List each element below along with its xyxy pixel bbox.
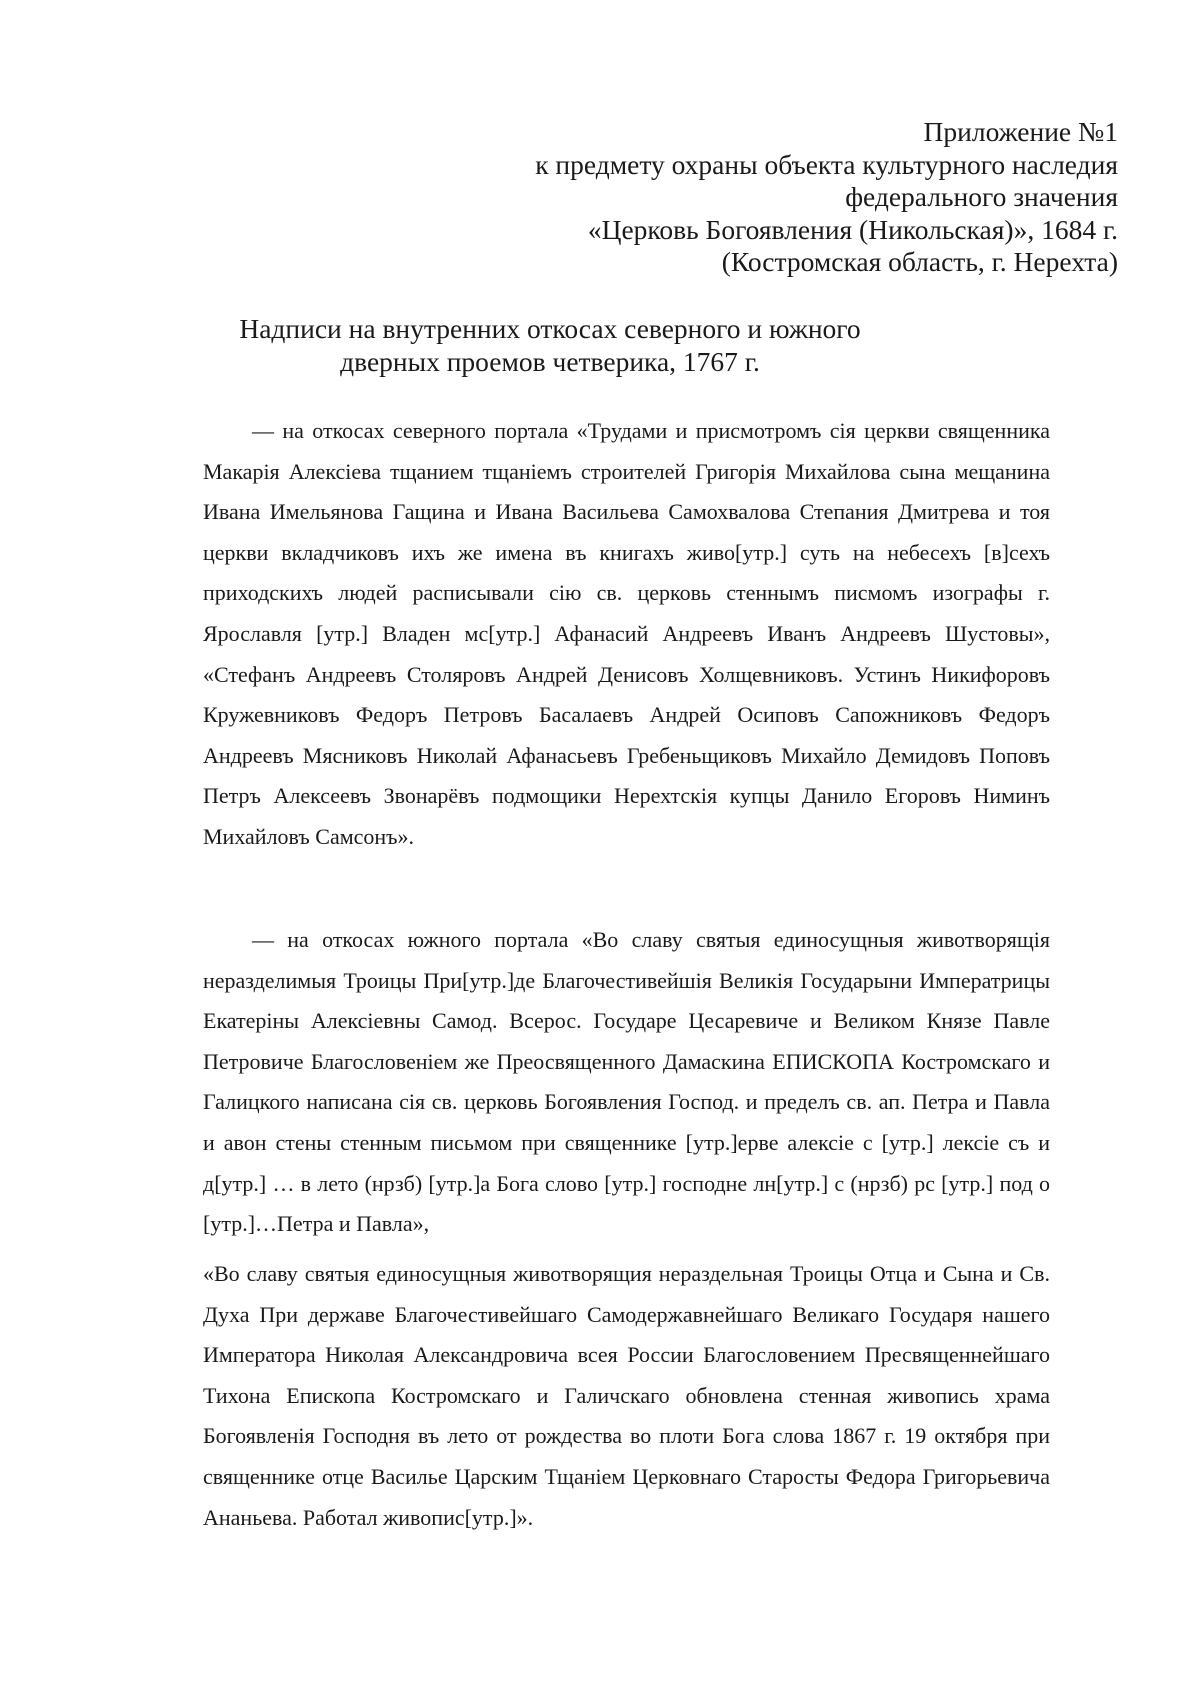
document-title-line-2: дверных проемов четверика, 1767 г.	[340, 345, 760, 377]
appendix-number: Приложение №1	[923, 116, 1118, 147]
paragraph-north-portal: — на откосах северного портала «Трудами и присмотромъ сія церкви священника Макарія Алексіева тщанием тщаніемъ строителей Григорія Михайлова сына мещанина Ивана Имельянова Гащина и Ивана Васильева Самохвалова Степания Дмитрева и тоя церкви вкладчиковъ ихъ же имена въ книгахъ живо[утр.] суть на небесехъ [в]сехъ приходскихъ людей расписывали сію св. церковь стеннымъ писмомъ изографы г. Ярославля [утр.] Владен мс[утр.] Афанасий Андреевъ Иванъ Андреевъ Шустовы», «Стефанъ Андреевъ Столяровъ Андрей Денисовъ Холщевниковъ. Устинъ Никифоровъ Кружевниковъ Федоръ Петровъ Басалаевъ Андрей Осиповъ Сапожниковъ Федоръ Андреевъ Мясниковъ Николай Афанасьевъ Гребеньщиковъ Михайло Демидовъ Поповъ Петръ Алексеевъ Звонарёвъ подмощики Нерехтскія купцы Данило Егоровъ Ниминъ Михайловъ Самсонъ».	[203, 418, 1050, 849]
appendix-object-name: «Церковь Богоявления (Никольская)», 1684 г.	[587, 213, 1118, 245]
document-title	[200, 313, 900, 378]
appendix-location: (Костромская область, г. Нерехта)	[721, 246, 1118, 277]
appendix-header	[218, 116, 1118, 279]
appendix-subject-line: к предмету охраны объекта культурного наследия	[535, 148, 1118, 180]
appendix-status-line: федерального значения	[845, 181, 1118, 212]
document-title-line-1: Надписи на внутренних откосах северного и южного	[239, 313, 861, 344]
paragraph-renovation-inscription: «Во славу святыя единосущныя животворящия нераздельная Троицы Отца и Сына и Св. Духа При державе Благочестивейшаго Самодержавнейшаго Великаго Государя нашего Императора Николая Александровича всея России Благословением Пресвященнейшаго Тихона Епископа Костромскаго и Галичскаго обновлена стенная живопись храма Богоявленія Господня въ лето от рождества во плоти Бога слова 1867 г. 19 октября при священнике отце Василье Царским Тщаніем Церковнаго Старосты Федора Григорьевича Ананьева. Работал живопис[утр.]».	[203, 1261, 1050, 1530]
paragraph-south-portal: — на откосах южного портала «Во славу святыя единосущныя животворящія неразделимыя Троицы При[утр.]де Благочестивейшія Великія Государыни Императрицы Екатеріны Алексіевны Самод. Всерос. Государе Цесаревиче и Великом Князе Павле Петровиче Благословеніем же Преосвященного Дамаскина ЕПИСКОПА Костромскаго и Галицкого написана сія св. церковь Богоявления Господ. и пределъ св. ап. Петра и Павла и авон стены стенным письмом при священнике [утр.]ерве алексіе с [утр.] лексіе съ и д[утр.] … в лето (нрзб) [утр.]а Бога слово [утр.] господне лн[утр.] с (нрзб) рс [утр.] под о [утр.]…Петра и Павла»,	[203, 927, 1050, 1237]
